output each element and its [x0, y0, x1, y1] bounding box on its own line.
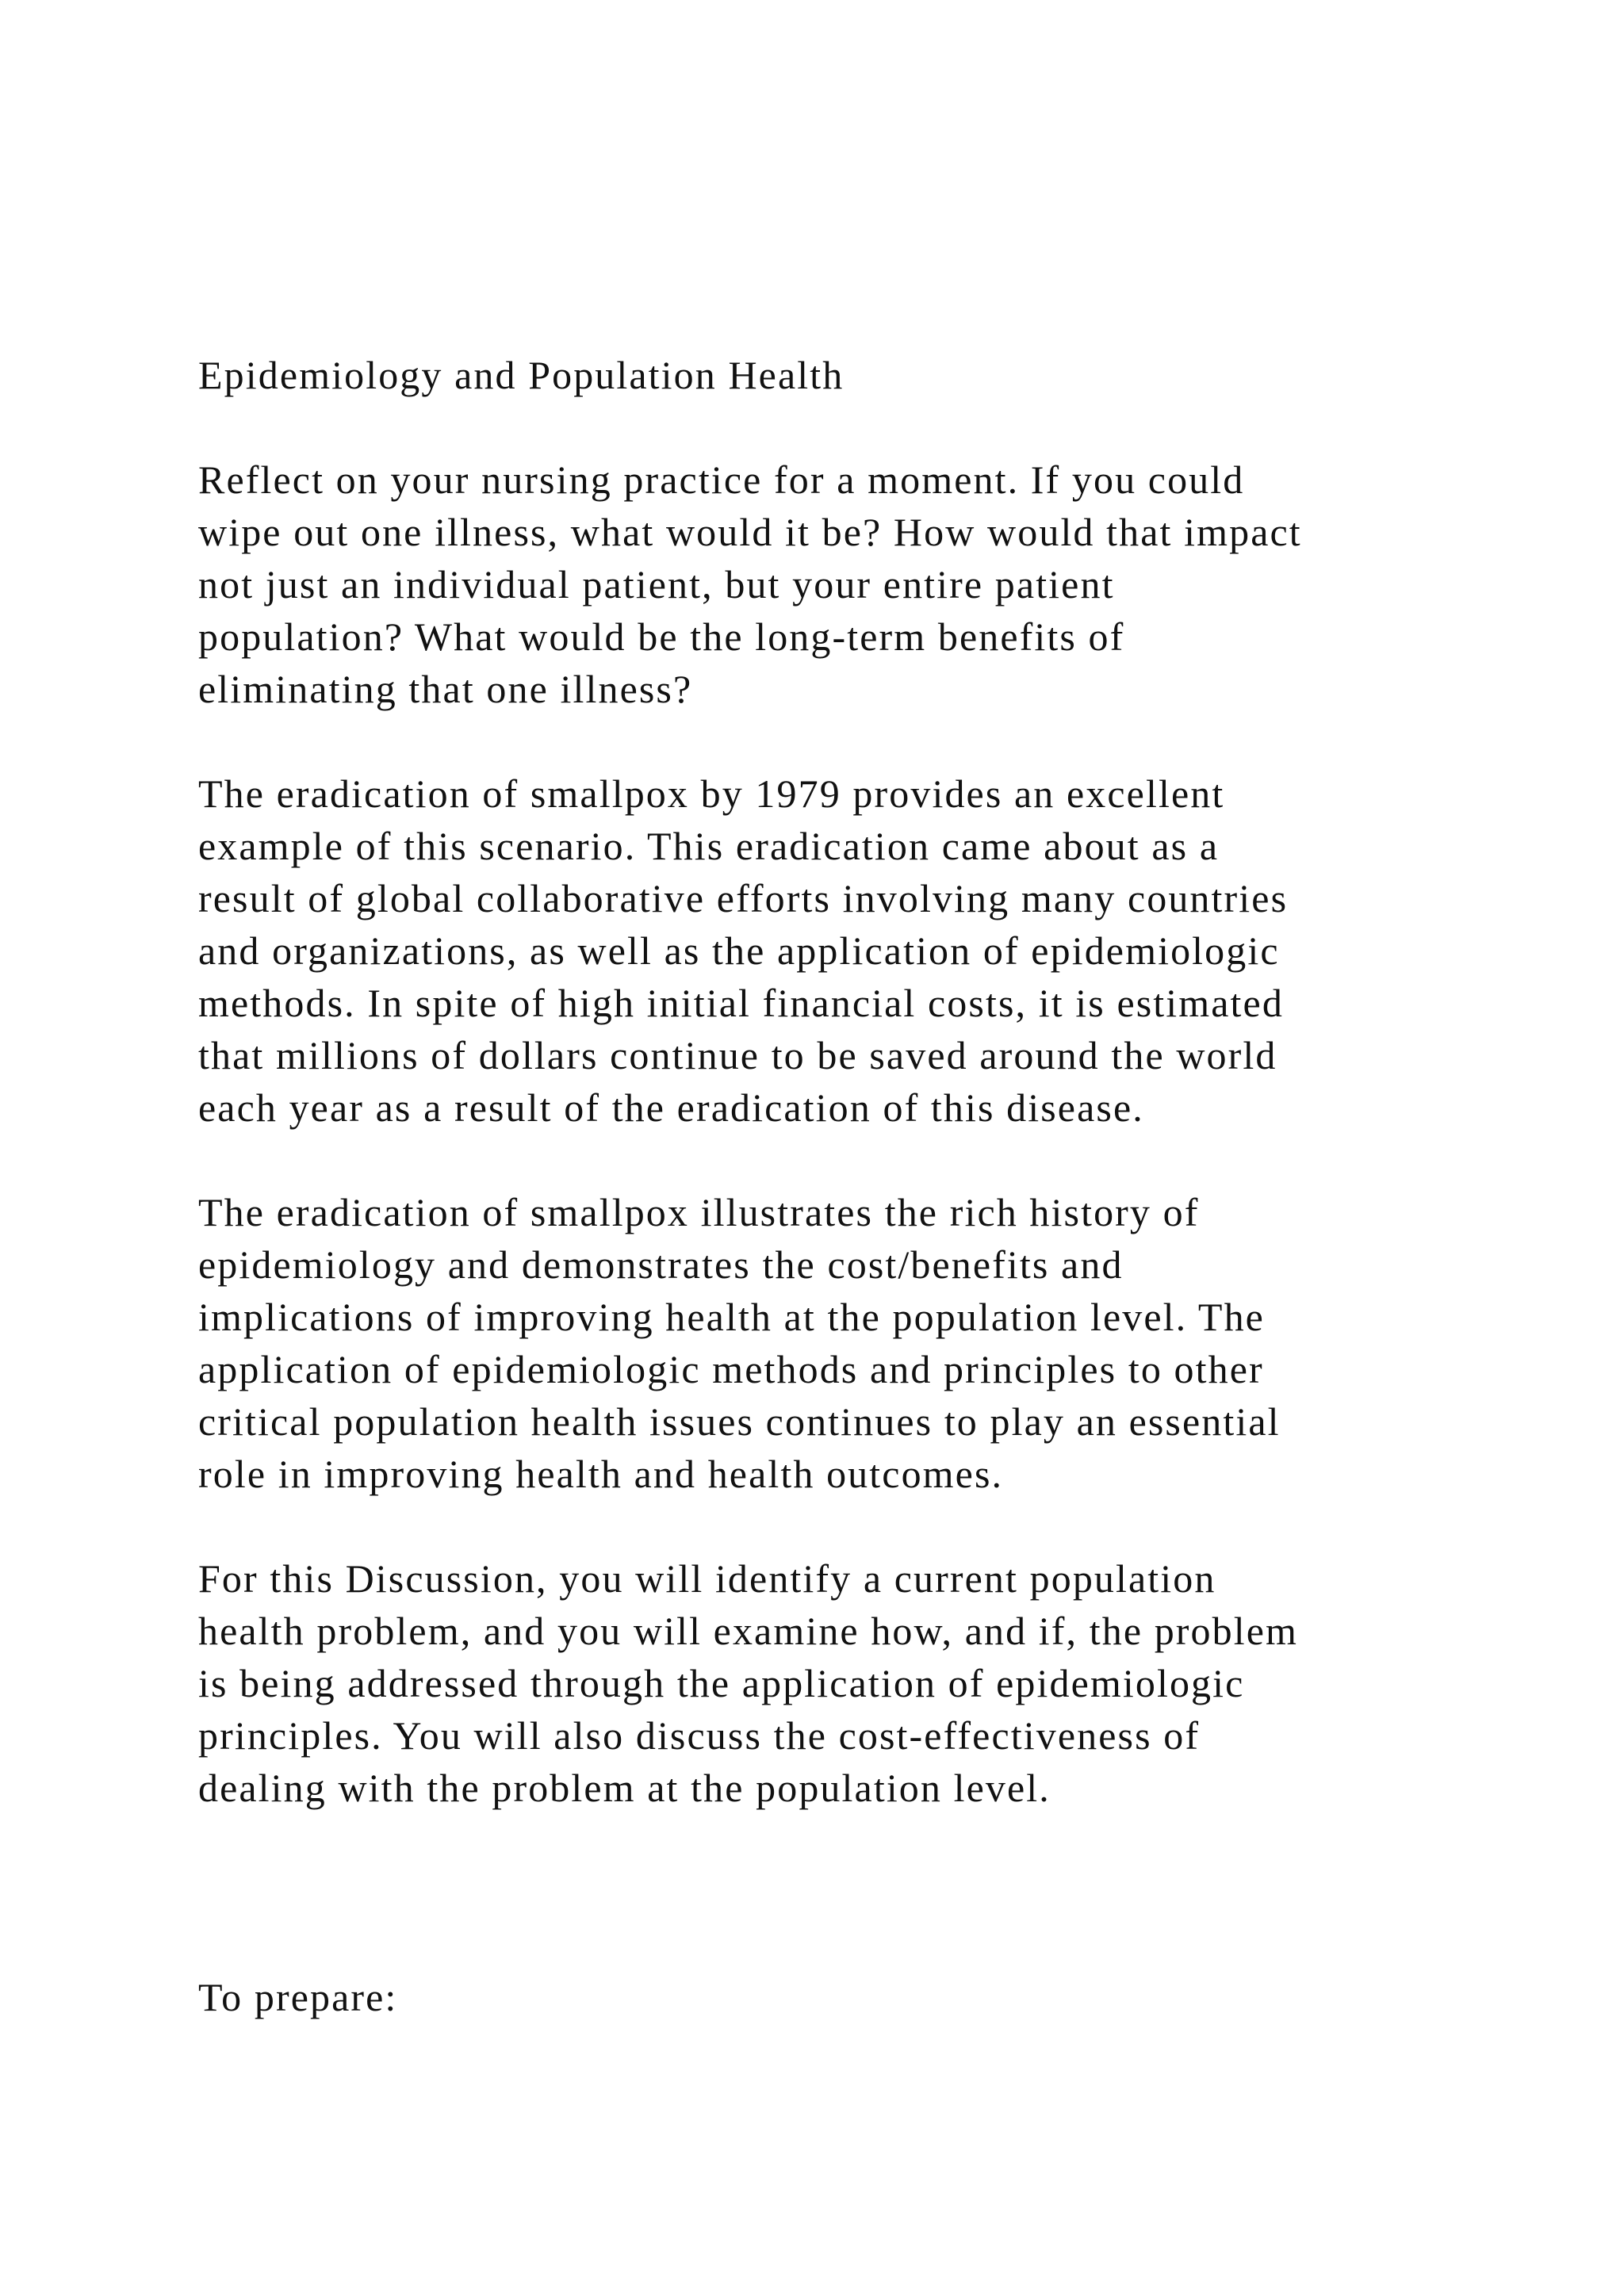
text-line: The eradication of smallpox illustrates the rich history of	[198, 1190, 1200, 1234]
text-line: eliminating that one illness?	[198, 667, 693, 711]
prepare-heading: To prepare:	[198, 1975, 398, 2019]
text-line: principles. You will also discuss the cost-effectiveness of	[198, 1713, 1201, 1758]
text-line: wipe out one illness, what would it be? How would that impact	[198, 510, 1302, 554]
text-line: dealing with the problem at the population level.	[198, 1766, 1051, 1810]
document-title: Epidemiology and Population Health	[198, 353, 845, 397]
text-line: For this Discussion, you will identify a current population	[198, 1556, 1216, 1601]
text-line: application of epidemiologic methods and principles to other	[198, 1347, 1264, 1391]
text-line: and organizations, as well as the application of epidemiologic	[198, 928, 1280, 973]
text-line: example of this scenario. This eradication came about as a	[198, 824, 1220, 868]
text-line: not just an individual patient, but your entire patient	[198, 562, 1115, 607]
text-line: The eradication of smallpox by 1979 provides an excellent	[198, 771, 1225, 816]
text-line: methods. In spite of high initial financial costs, it is estimated	[198, 981, 1284, 1025]
text-line: result of global collaborative efforts involving many countries	[198, 876, 1289, 920]
text-line: health problem, and you will examine how, and if, the problem	[198, 1609, 1299, 1653]
text-line: role in improving health and health outcomes.	[198, 1452, 1004, 1496]
text-line: Reflect on your nursing practice for a moment. If you could	[198, 457, 1245, 502]
paragraph-smallpox-example	[198, 767, 1499, 1134]
text-line: implications of improving health at the population level. The	[198, 1295, 1265, 1339]
text-line: that millions of dollars continue to be saved around the world	[198, 1033, 1277, 1077]
text-line: critical population health issues continues to play an essential	[198, 1399, 1281, 1444]
paragraph-history	[198, 1186, 1499, 1500]
paragraph-reflect	[198, 453, 1499, 715]
text-line: each year as a result of the eradication of this disease.	[198, 1085, 1144, 1130]
text-line: epidemiology and demonstrates the cost/benefits and	[198, 1242, 1124, 1287]
document-body	[198, 349, 1499, 2023]
paragraph-discussion	[198, 1552, 1499, 1814]
text-line: population? What would be the long-term benefits of	[198, 614, 1125, 659]
text-line: is being addressed through the application of epidemiologic	[198, 1661, 1245, 1705]
